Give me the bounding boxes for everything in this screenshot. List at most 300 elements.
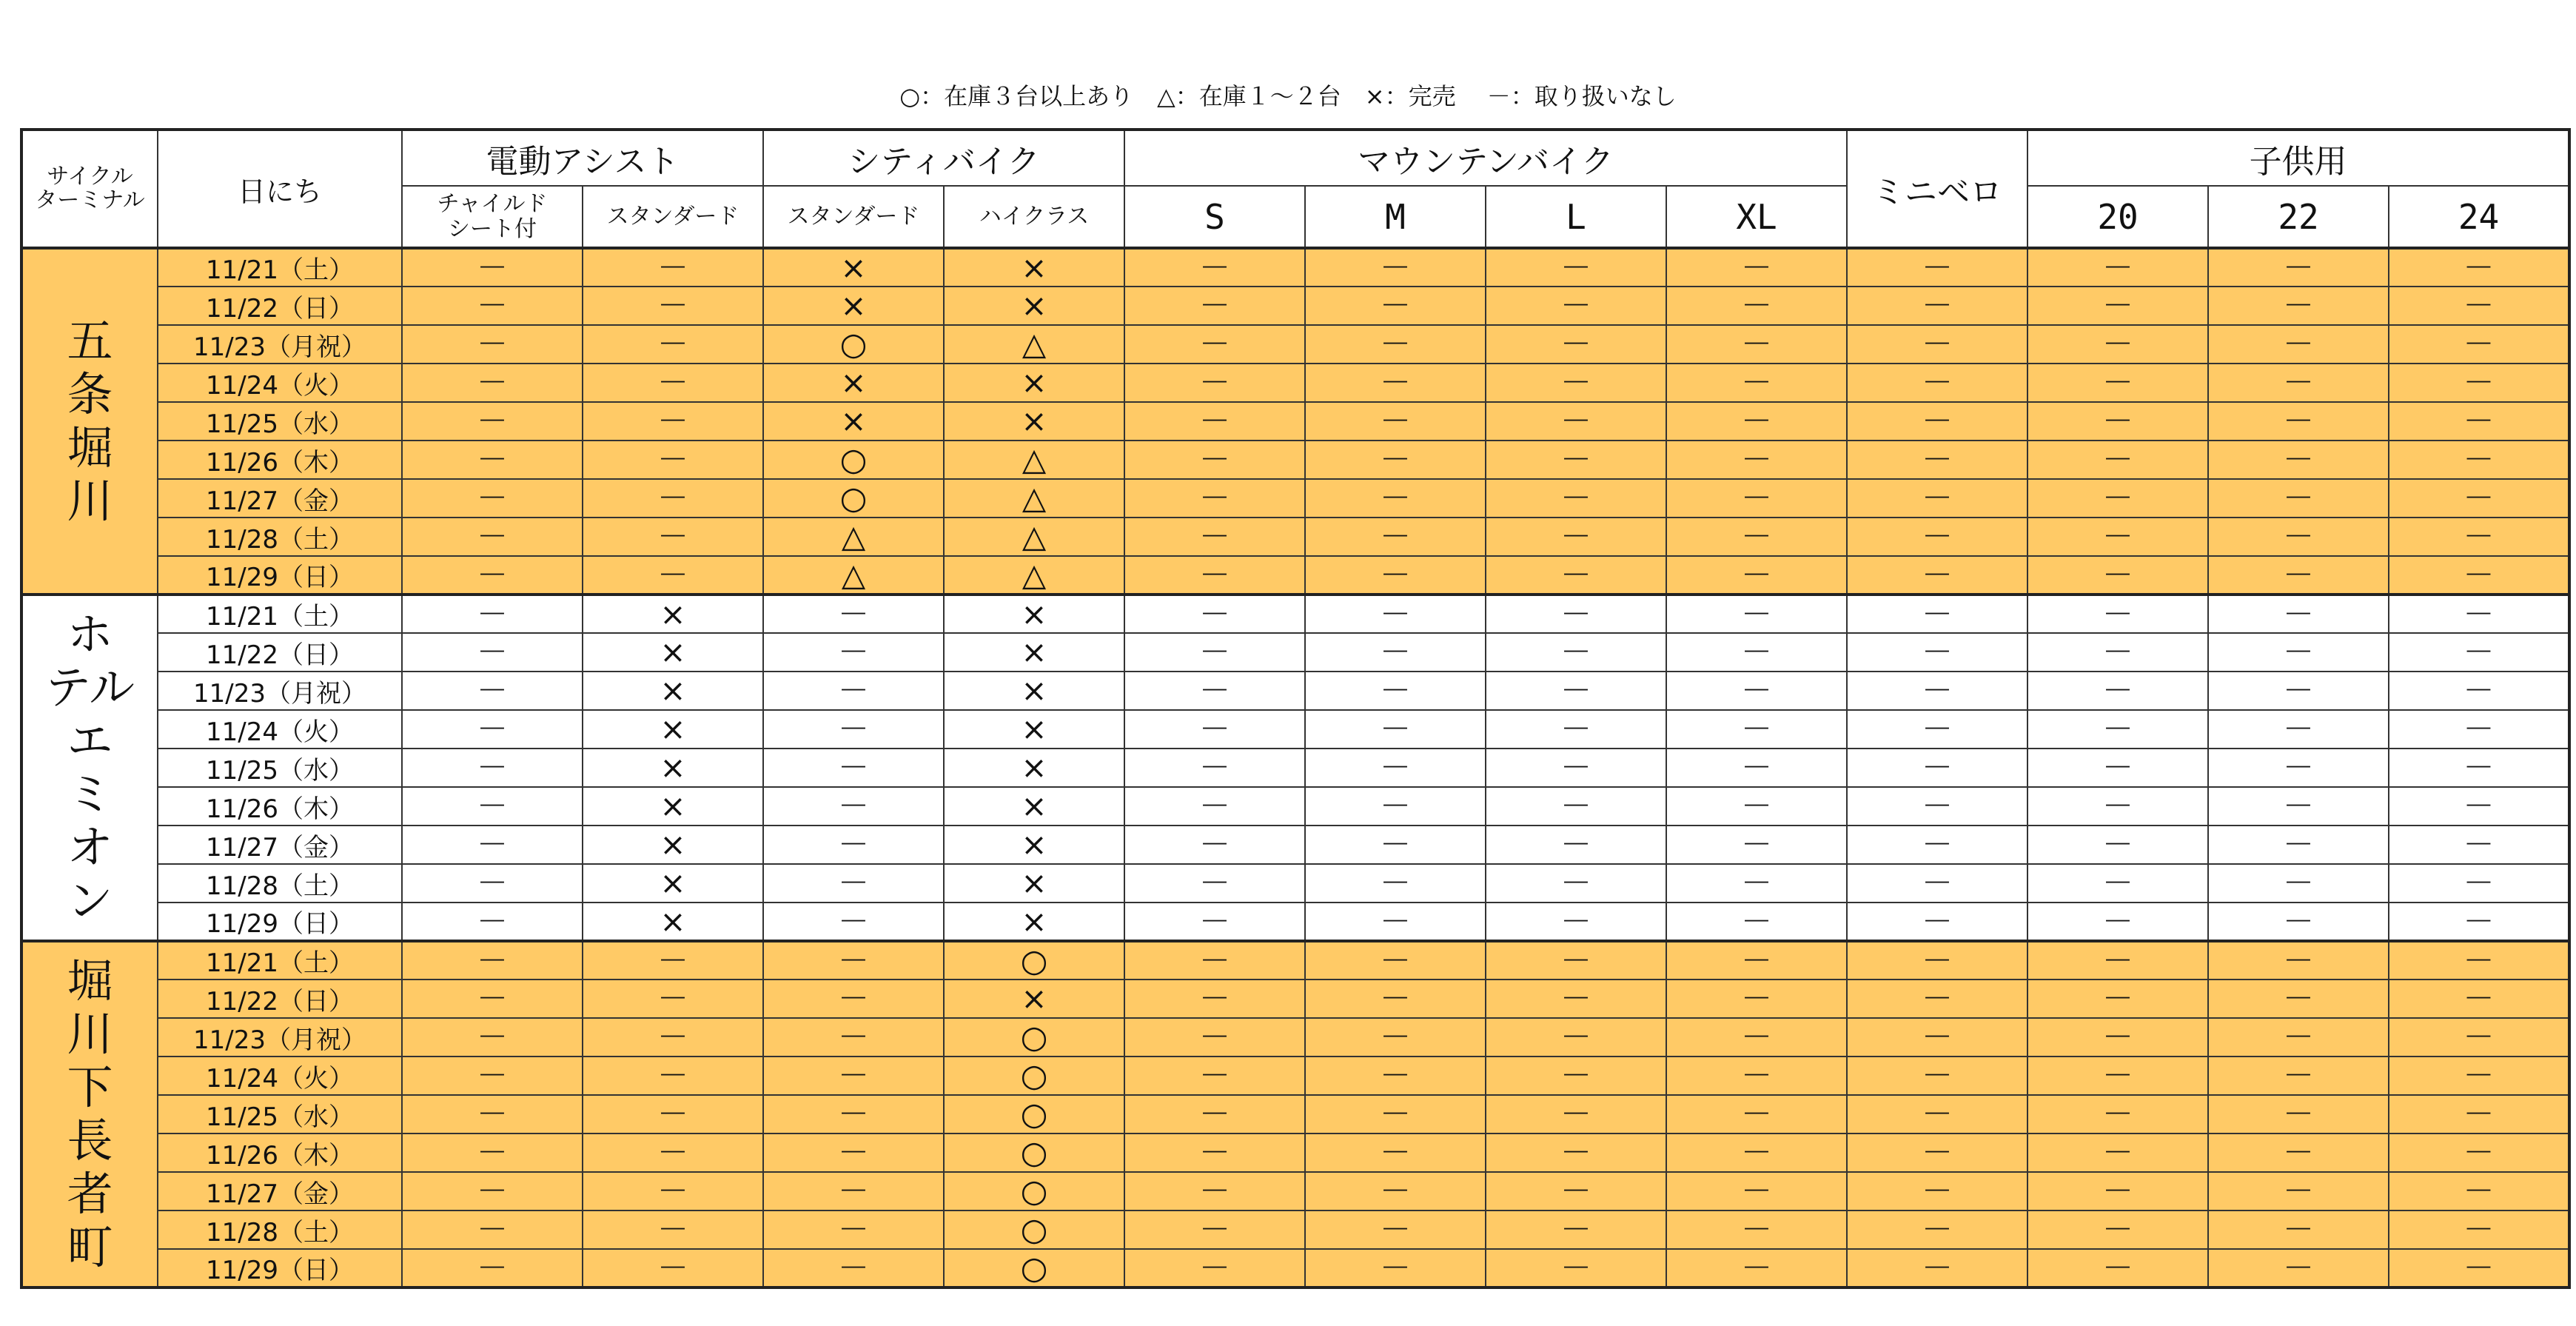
stock-cell: △: [944, 518, 1124, 556]
stock-cell: －: [402, 364, 583, 402]
date-cell: 11/25（水）: [158, 402, 402, 441]
stock-cell: －: [2389, 441, 2569, 479]
table-row: [21, 1018, 2569, 1057]
stock-cell: －: [2027, 1057, 2208, 1095]
table-row: [21, 1172, 2569, 1211]
stock-cell: －: [583, 1018, 763, 1057]
stock-cell: －: [2027, 595, 2208, 633]
header-city-standard: スタンダード: [763, 186, 944, 248]
stock-cell: △: [944, 441, 1124, 479]
stock-cell: －: [1124, 1095, 1305, 1134]
stock-cell: －: [2389, 1018, 2569, 1057]
stock-cell: －: [583, 287, 763, 325]
stock-cell: －: [402, 479, 583, 518]
stock-cell: －: [1666, 672, 1847, 710]
stock-cell: －: [1124, 595, 1305, 633]
stock-cell: －: [2208, 441, 2389, 479]
stock-cell: －: [1847, 248, 2027, 287]
stock-cell: －: [583, 1172, 763, 1211]
date-cell: 11/26（木）: [158, 441, 402, 479]
table-row: [21, 287, 2569, 325]
stock-cell: －: [583, 479, 763, 518]
stock-cell: －: [583, 1095, 763, 1134]
date-cell: 11/28（土）: [158, 1211, 402, 1249]
stock-cell: －: [1124, 749, 1305, 787]
stock-cell: ×: [763, 287, 944, 325]
stock-cell: －: [763, 787, 944, 826]
stock-cell: －: [2208, 1172, 2389, 1211]
stock-cell: －: [1666, 287, 1847, 325]
stock-cell: －: [1486, 903, 1666, 941]
stock-cell: －: [1305, 518, 1486, 556]
stock-cell: －: [1305, 941, 1486, 980]
header-mtb-s: S: [1124, 186, 1305, 248]
date-cell: 11/22（日）: [158, 287, 402, 325]
date-cell: 11/24（火）: [158, 710, 402, 749]
stock-cell: －: [402, 556, 583, 595]
table-row: [21, 826, 2569, 864]
stock-cell: ○: [763, 441, 944, 479]
stock-cell: －: [1486, 710, 1666, 749]
stock-cell: ×: [944, 864, 1124, 903]
stock-cell: －: [2389, 826, 2569, 864]
stock-cell: －: [1847, 787, 2027, 826]
stock-cell: －: [1305, 441, 1486, 479]
stock-cell: －: [763, 1134, 944, 1172]
date-cell: 11/21（土）: [158, 248, 402, 287]
stock-cell: －: [2208, 672, 2389, 710]
stock-cell: －: [763, 1095, 944, 1134]
terminal-name: 五条堀川: [21, 248, 158, 595]
stock-cell: －: [1666, 518, 1847, 556]
date-cell: 11/29（日）: [158, 1249, 402, 1288]
stock-cell: －: [1124, 826, 1305, 864]
stock-cell: ×: [944, 633, 1124, 672]
stock-cell: －: [1124, 479, 1305, 518]
stock-cell: －: [1666, 749, 1847, 787]
stock-cell: －: [402, 633, 583, 672]
stock-cell: －: [1847, 1134, 2027, 1172]
stock-cell: －: [1847, 402, 2027, 441]
stock-cell: －: [1666, 980, 1847, 1018]
stock-cell: ×: [583, 826, 763, 864]
stock-cell: －: [2389, 595, 2569, 633]
stock-cell: －: [1666, 556, 1847, 595]
stock-cell: －: [2208, 556, 2389, 595]
stock-cell: －: [2027, 479, 2208, 518]
stock-cell: －: [1666, 633, 1847, 672]
stock-cell: －: [1486, 787, 1666, 826]
stock-cell: －: [2027, 1018, 2208, 1057]
stock-cell: －: [1847, 1095, 2027, 1134]
date-cell: 11/23（月祝）: [158, 1018, 402, 1057]
stock-cell: －: [763, 1172, 944, 1211]
stock-cell: －: [2027, 710, 2208, 749]
stock-cell: △: [763, 556, 944, 595]
stock-cell: －: [2208, 1249, 2389, 1288]
stock-cell: ×: [944, 710, 1124, 749]
stock-cell: ×: [944, 749, 1124, 787]
stock-cell: －: [1486, 1134, 1666, 1172]
stock-cell: －: [1486, 826, 1666, 864]
stock-cell: －: [1847, 595, 2027, 633]
stock-cell: －: [2208, 1134, 2389, 1172]
stock-cell: －: [1124, 402, 1305, 441]
stock-cell: －: [402, 787, 583, 826]
stock-cell: －: [1666, 402, 1847, 441]
stock-cell: －: [1486, 441, 1666, 479]
stock-cell: －: [1124, 556, 1305, 595]
stock-cell: －: [2389, 1172, 2569, 1211]
stock-cell: －: [1666, 595, 1847, 633]
stock-cell: －: [2208, 903, 2389, 941]
stock-cell: －: [402, 248, 583, 287]
stock-cell: －: [1124, 287, 1305, 325]
stock-cell: －: [1486, 595, 1666, 633]
stock-cell: ×: [583, 787, 763, 826]
stock-cell: －: [402, 710, 583, 749]
header-date: 日にち: [158, 130, 402, 248]
stock-cell: ○: [944, 1095, 1124, 1134]
table-row: [21, 402, 2569, 441]
stock-cell: －: [763, 672, 944, 710]
stock-cell: －: [1486, 672, 1666, 710]
stock-cell: －: [2027, 248, 2208, 287]
stock-cell: －: [763, 826, 944, 864]
stock-cell: ×: [583, 595, 763, 633]
stock-cell: －: [1486, 1057, 1666, 1095]
stock-cell: －: [1305, 1095, 1486, 1134]
stock-cell: －: [1305, 479, 1486, 518]
stock-cell: －: [1847, 479, 2027, 518]
stock-cell: －: [1124, 518, 1305, 556]
stock-cell: －: [2389, 633, 2569, 672]
stock-cell: －: [763, 1211, 944, 1249]
header-electric-child-label: チャイルド シート付: [437, 190, 548, 242]
stock-cell: －: [1305, 248, 1486, 287]
stock-cell: －: [2208, 1018, 2389, 1057]
stock-cell: －: [2027, 402, 2208, 441]
stock-cell: －: [583, 248, 763, 287]
stock-cell: －: [1486, 556, 1666, 595]
date-cell: 11/22（日）: [158, 980, 402, 1018]
stock-cell: －: [583, 1134, 763, 1172]
stock-cell: －: [1124, 325, 1305, 364]
rental-availability-table: [20, 128, 2571, 1289]
date-cell: 11/27（金）: [158, 826, 402, 864]
stock-cell: －: [1666, 941, 1847, 980]
stock-cell: －: [2027, 672, 2208, 710]
stock-cell: －: [2389, 903, 2569, 941]
stock-cell: －: [402, 749, 583, 787]
stock-cell: －: [402, 1095, 583, 1134]
stock-cell: ×: [583, 903, 763, 941]
header-group-mountain: マウンテンバイク: [1124, 130, 1847, 186]
stock-cell: －: [1666, 1095, 1847, 1134]
stock-cell: －: [2389, 287, 2569, 325]
stock-cell: ○: [944, 941, 1124, 980]
stock-cell: －: [1847, 672, 2027, 710]
stock-cell: －: [1666, 1018, 1847, 1057]
stock-cell: －: [1486, 1018, 1666, 1057]
stock-cell: ○: [944, 1057, 1124, 1095]
header-mtb-xl: XL: [1666, 186, 1847, 248]
stock-cell: －: [2027, 864, 2208, 903]
stock-cell: －: [2208, 787, 2389, 826]
stock-cell: －: [2389, 402, 2569, 441]
stock-cell: －: [1486, 518, 1666, 556]
stock-cell: －: [583, 364, 763, 402]
stock-cell: ×: [583, 749, 763, 787]
stock-cell: ×: [763, 248, 944, 287]
stock-cell: －: [1847, 903, 2027, 941]
stock-cell: －: [1666, 787, 1847, 826]
stock-cell: －: [402, 1249, 583, 1288]
table-row: [21, 325, 2569, 364]
stock-cell: －: [1847, 941, 2027, 980]
stock-cell: －: [2208, 1057, 2389, 1095]
table-row: [21, 710, 2569, 749]
stock-cell: －: [1124, 710, 1305, 749]
stock-cell: －: [763, 1249, 944, 1288]
table-row: [21, 903, 2569, 941]
stock-cell: －: [402, 1018, 583, 1057]
date-cell: 11/23（月祝）: [158, 325, 402, 364]
stock-cell: －: [1124, 903, 1305, 941]
stock-cell: －: [2208, 402, 2389, 441]
terminal-name: ホテルエミオン: [21, 595, 158, 941]
table-row: [21, 787, 2569, 826]
stock-cell: －: [1486, 402, 1666, 441]
stock-cell: ×: [944, 595, 1124, 633]
stock-cell: ○: [944, 1249, 1124, 1288]
stock-cell: －: [1305, 980, 1486, 1018]
stock-cell: －: [402, 402, 583, 441]
date-cell: 11/29（日）: [158, 556, 402, 595]
stock-cell: ×: [944, 364, 1124, 402]
stock-cell: －: [1124, 633, 1305, 672]
date-cell: 11/25（水）: [158, 749, 402, 787]
stock-cell: －: [1666, 1134, 1847, 1172]
stock-cell: －: [2389, 941, 2569, 980]
stock-cell: －: [1666, 710, 1847, 749]
header-group-city: シティバイク: [763, 130, 1124, 186]
stock-cell: －: [402, 903, 583, 941]
stock-cell: －: [1486, 1249, 1666, 1288]
stock-cell: －: [1124, 980, 1305, 1018]
stock-cell: －: [1486, 980, 1666, 1018]
stock-cell: ○: [763, 325, 944, 364]
stock-cell: ×: [583, 633, 763, 672]
date-cell: 11/23（月祝）: [158, 672, 402, 710]
stock-cell: －: [2208, 826, 2389, 864]
stock-cell: －: [1666, 1249, 1847, 1288]
stock-cell: －: [583, 556, 763, 595]
date-cell: 11/25（水）: [158, 1095, 402, 1134]
header-electric-standard: スタンダード: [583, 186, 763, 248]
stock-cell: －: [1124, 248, 1305, 287]
stock-cell: －: [1666, 325, 1847, 364]
stock-cell: －: [2208, 749, 2389, 787]
stock-cell: －: [1124, 941, 1305, 980]
stock-cell: ×: [944, 826, 1124, 864]
stock-cell: －: [2389, 980, 2569, 1018]
stock-cell: －: [402, 1172, 583, 1211]
stock-cell: －: [1486, 479, 1666, 518]
header-city-highclass: ハイクラス: [944, 186, 1124, 248]
stock-cell: ×: [944, 287, 1124, 325]
stock-cell: －: [2208, 1211, 2389, 1249]
stock-cell: －: [1847, 710, 2027, 749]
stock-cell: －: [2389, 1095, 2569, 1134]
stock-cell: －: [2027, 980, 2208, 1018]
stock-cell: －: [1124, 864, 1305, 903]
stock-cell: －: [1124, 441, 1305, 479]
stock-cell: －: [1486, 633, 1666, 672]
date-cell: 11/27（金）: [158, 479, 402, 518]
stock-cell: －: [2389, 1249, 2569, 1288]
stock-cell: －: [1124, 1211, 1305, 1249]
stock-cell: －: [763, 864, 944, 903]
stock-cell: －: [1847, 325, 2027, 364]
stock-cell: －: [1847, 1018, 2027, 1057]
stock-cell: ×: [944, 980, 1124, 1018]
terminal-name: 堀川下長者町: [21, 941, 158, 1288]
stock-cell: －: [1305, 826, 1486, 864]
stock-cell: －: [2208, 248, 2389, 287]
stock-cell: －: [1666, 864, 1847, 903]
stock-cell: －: [2027, 633, 2208, 672]
table-row: [21, 672, 2569, 710]
stock-cell: －: [402, 441, 583, 479]
date-cell: 11/29（日）: [158, 903, 402, 941]
stock-cell: －: [1305, 903, 1486, 941]
table-row: [21, 518, 2569, 556]
stock-cell: －: [1847, 556, 2027, 595]
stock-cell: －: [2027, 518, 2208, 556]
date-cell: 11/27（金）: [158, 1172, 402, 1211]
stock-cell: －: [1847, 749, 2027, 787]
stock-cell: －: [763, 941, 944, 980]
stock-cell: －: [583, 518, 763, 556]
table-row: [21, 556, 2569, 595]
stock-cell: △: [944, 325, 1124, 364]
stock-cell: －: [2027, 1249, 2208, 1288]
stock-cell: －: [1486, 325, 1666, 364]
stock-cell: －: [2208, 864, 2389, 903]
stock-cell: －: [1847, 1211, 2027, 1249]
table-row: [21, 364, 2569, 402]
stock-cell: －: [402, 826, 583, 864]
stock-cell: －: [2027, 826, 2208, 864]
stock-cell: －: [1666, 903, 1847, 941]
stock-cell: －: [2208, 980, 2389, 1018]
stock-cell: －: [402, 941, 583, 980]
stock-cell: －: [402, 1211, 583, 1249]
stock-cell: －: [1305, 402, 1486, 441]
stock-cell: －: [583, 941, 763, 980]
stock-cell: －: [763, 595, 944, 633]
table-row: [21, 1211, 2569, 1249]
table-row: [21, 980, 2569, 1018]
stock-cell: －: [763, 710, 944, 749]
stock-cell: －: [1124, 1018, 1305, 1057]
stock-cell: －: [1486, 1172, 1666, 1211]
stock-cell: －: [2389, 248, 2569, 287]
stock-cell: －: [2027, 749, 2208, 787]
stock-cell: ×: [583, 864, 763, 903]
stock-cell: －: [2208, 287, 2389, 325]
date-cell: 11/28（土）: [158, 518, 402, 556]
stock-cell: －: [1305, 595, 1486, 633]
stock-cell: －: [1305, 287, 1486, 325]
stock-cell: －: [583, 441, 763, 479]
stock-cell: －: [2027, 1134, 2208, 1172]
stock-cell: －: [763, 749, 944, 787]
stock-cell: －: [402, 325, 583, 364]
stock-cell: －: [2208, 325, 2389, 364]
date-cell: 11/26（木）: [158, 787, 402, 826]
stock-cell: －: [1305, 710, 1486, 749]
table-body: [21, 248, 2569, 1288]
date-cell: 11/28（土）: [158, 864, 402, 903]
stock-cell: －: [1666, 364, 1847, 402]
stock-cell: －: [1486, 287, 1666, 325]
stock-cell: －: [2027, 1172, 2208, 1211]
stock-cell: －: [2027, 787, 2208, 826]
stock-cell: －: [1486, 1211, 1666, 1249]
stock-cell: ×: [944, 903, 1124, 941]
stock-cell: ○: [944, 1134, 1124, 1172]
stock-cell: －: [1666, 826, 1847, 864]
stock-cell: －: [2208, 941, 2389, 980]
stock-cell: －: [2208, 710, 2389, 749]
stock-cell: －: [1305, 1057, 1486, 1095]
stock-cell: －: [1305, 749, 1486, 787]
legend: ○：在庫３台以上あり △：在庫１～２台 ×：完売 －：取り扱いなし: [899, 82, 1677, 110]
stock-cell: －: [583, 325, 763, 364]
stock-cell: －: [2027, 287, 2208, 325]
stock-cell: －: [2208, 633, 2389, 672]
header-group-electric: 電動アシスト: [402, 130, 763, 186]
table-row: [21, 749, 2569, 787]
stock-cell: －: [1847, 1057, 2027, 1095]
date-cell: 11/21（土）: [158, 595, 402, 633]
stock-cell: －: [2389, 749, 2569, 787]
stock-cell: －: [1305, 1172, 1486, 1211]
stock-cell: －: [1305, 672, 1486, 710]
stock-cell: －: [1124, 1134, 1305, 1172]
stock-cell: －: [2389, 787, 2569, 826]
stock-cell: －: [763, 1018, 944, 1057]
stock-cell: －: [1847, 1172, 2027, 1211]
stock-cell: －: [402, 1134, 583, 1172]
stock-cell: ○: [944, 1018, 1124, 1057]
table-row: [21, 864, 2569, 903]
stock-cell: －: [2208, 518, 2389, 556]
table-row: [21, 1134, 2569, 1172]
stock-cell: －: [1847, 518, 2027, 556]
stock-cell: －: [1124, 1057, 1305, 1095]
table-row: [21, 1057, 2569, 1095]
stock-cell: ×: [763, 402, 944, 441]
header-group-minivelo: ミニベロ: [1847, 130, 2027, 248]
stock-cell: －: [2208, 595, 2389, 633]
table-row: [21, 941, 2569, 980]
stock-cell: －: [583, 980, 763, 1018]
table-row: [21, 1095, 2569, 1134]
stock-cell: －: [2027, 941, 2208, 980]
